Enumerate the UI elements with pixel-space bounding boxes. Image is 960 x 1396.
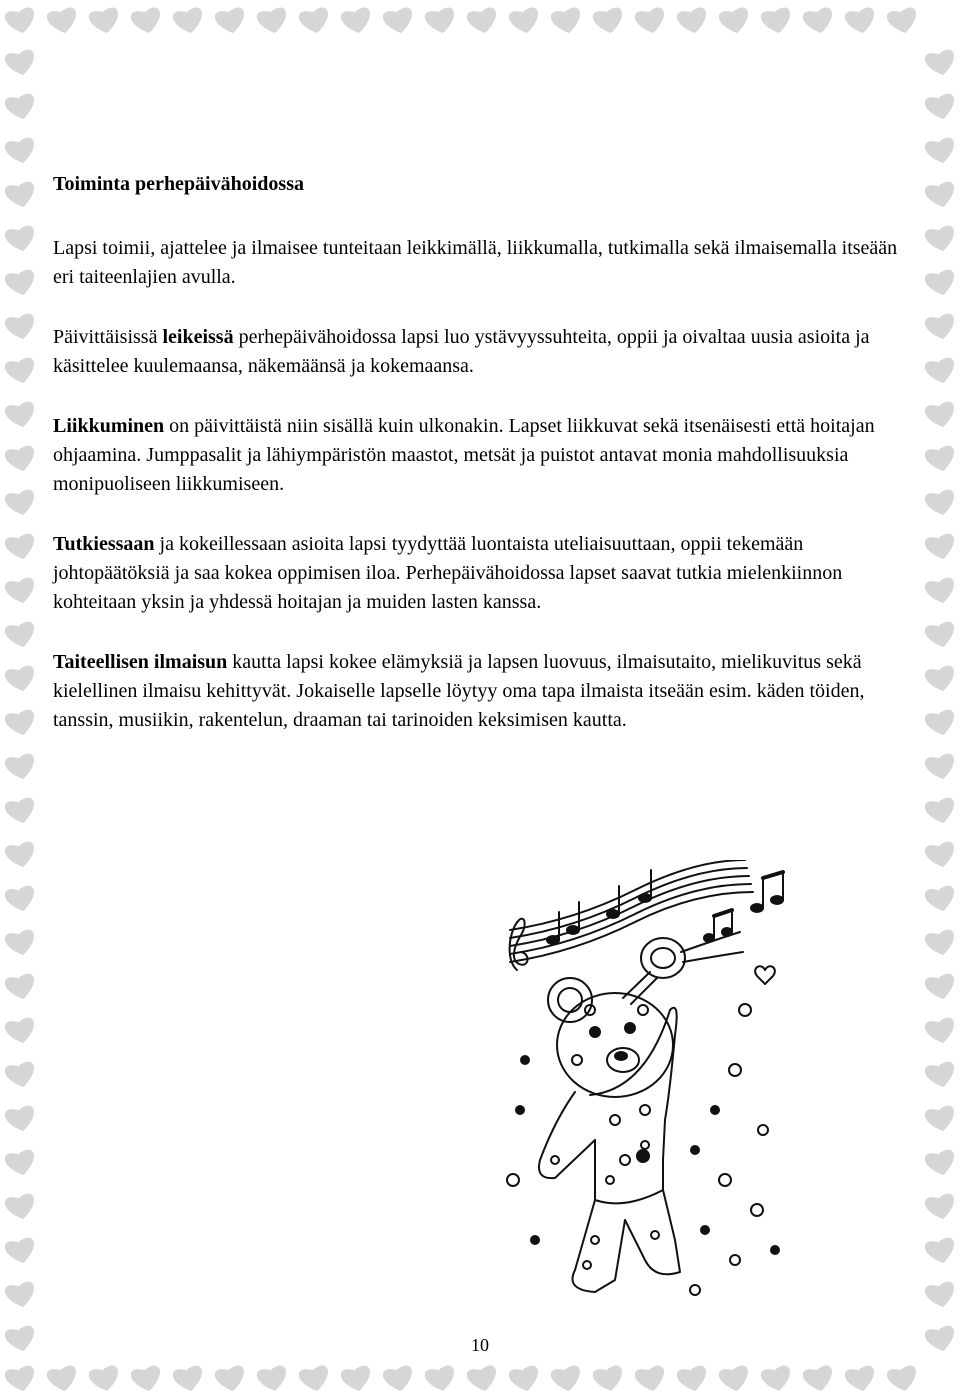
paragraph-text: Lapsi toimii, ajattelee ja ilmaisee tunteitaan leikkimällä, liikkumalla, tutkimalla sekä ilmaisemalla itseään eri taiteenlajien avulla.	[53, 237, 898, 288]
heart-icon	[4, 1364, 38, 1394]
heart-icon	[508, 1364, 542, 1394]
paragraph-keyword: leikeissä	[162, 326, 234, 348]
heart-icon	[4, 356, 38, 386]
heart-icon	[4, 180, 38, 210]
heart-icon	[924, 312, 958, 342]
heart-icon	[88, 1364, 122, 1394]
heart-icon	[4, 1060, 38, 1090]
heart-icon	[924, 400, 958, 430]
heart-icon	[508, 6, 542, 36]
bear-head	[548, 978, 673, 1097]
paragraph-play	[53, 323, 903, 381]
page-number: 10	[471, 1335, 489, 1355]
heart-icon	[4, 1236, 38, 1266]
heart-icon	[924, 136, 958, 166]
heart-icon	[382, 6, 416, 36]
heart-icon	[4, 268, 38, 298]
heart-icon	[924, 620, 958, 650]
heart-icon	[4, 6, 38, 36]
paragraph-exploring	[53, 530, 903, 617]
paragraph-text: ja kokeillessaan asioita lapsi tyydyttää luontaista uteliaisuuttaan, oppii tekemään johtopäätöksiä ja saa kokea oppimisen iloa. Perhepäivähoidossa lapset saavat tutkia mielenkiinnon kohteitaan yksin ja yhdessä hoitajan ja muiden lasten kanssa.	[53, 533, 843, 613]
heart-icon	[924, 1060, 958, 1090]
heart-icon	[466, 6, 500, 36]
heart-icon	[4, 1192, 38, 1222]
heart-icon	[130, 6, 164, 36]
heart-icon	[886, 6, 920, 36]
heart-icon	[298, 1364, 332, 1394]
heart-icon	[924, 708, 958, 738]
heart-icon	[676, 1364, 710, 1394]
music-notes-icon	[704, 872, 783, 984]
heart-icon	[4, 48, 38, 78]
paragraph-text: kautta lapsi kokee elämyksiä ja lapsen luovuus, ilmaisutaito, mielikuvitus sekä kielellinen ilmaisu kehittyvät. Jokaiselle lapselle löytyy oma tapa ilmaista itseään esim. käden töiden, tanssin, musiikin, rakentelun, draaman tai tarinoiden keksimisen kautta.	[53, 651, 865, 731]
heart-icon	[382, 1364, 416, 1394]
heart-icon	[802, 6, 836, 36]
paragraph-keyword: Tutkiessaan	[53, 533, 155, 555]
heart-icon	[886, 1364, 920, 1394]
paragraph-prefix: Päivittäisissä	[53, 326, 163, 348]
document-body	[53, 170, 903, 766]
heart-icon	[924, 1236, 958, 1266]
heart-icon	[4, 796, 38, 826]
heart-icon	[924, 840, 958, 870]
heart-icon	[550, 1364, 584, 1394]
heart-icon	[46, 1364, 80, 1394]
heart-icon	[4, 1148, 38, 1178]
heart-icon	[4, 708, 38, 738]
heart-icon	[214, 6, 248, 36]
heart-icon	[924, 48, 958, 78]
heart-icon	[924, 664, 958, 694]
heart-icon	[4, 312, 38, 342]
heart-icon	[88, 6, 122, 36]
heart-icon	[172, 6, 206, 36]
heart-icon	[4, 840, 38, 870]
paragraph-text: on päivittäistä niin sisällä kuin ulkonakin. Lapset liikkuvat sekä itsenäisesti että hoitajan ohjaamina. Jumppasalit ja lähiympäristön maastot, metsät ja puistot antavat monia mahdollisuuksia monipuoliseen liikkumiseen.	[53, 415, 875, 495]
heart-icon	[676, 6, 710, 36]
heart-icon	[550, 6, 584, 36]
paragraph-text: perhepäivähoidossa lapsi luo ystävyyssuhteita, oppii ja oivaltaa uusia asioita ja käsittelee kuulemaansa, näkemäänsä ja kokemaansa.	[53, 326, 870, 377]
heart-icon	[924, 796, 958, 826]
heart-icon	[4, 1104, 38, 1134]
heart-icon	[340, 6, 374, 36]
heart-icon	[4, 400, 38, 430]
heart-icon	[4, 488, 38, 518]
heart-icon	[924, 224, 958, 254]
heart-icon	[4, 136, 38, 166]
heart-icon	[256, 6, 290, 36]
heart-icon	[130, 1364, 164, 1394]
heart-icon	[634, 1364, 668, 1394]
heart-icon	[4, 664, 38, 694]
paragraph-keyword: Taiteellisen ilmaisun	[53, 651, 228, 673]
heart-icon	[924, 1104, 958, 1134]
heart-icon	[256, 1364, 290, 1394]
page-title: Toiminta perhepäivähoidossa	[53, 173, 304, 195]
heart-icon	[466, 1364, 500, 1394]
heart-icon	[4, 1016, 38, 1046]
heart-icon	[844, 6, 878, 36]
heart-icon	[340, 1364, 374, 1394]
heart-icon	[4, 620, 38, 650]
heart-icon	[924, 488, 958, 518]
heart-icon	[4, 532, 38, 562]
heart-icon	[924, 532, 958, 562]
heart-icon	[924, 268, 958, 298]
heart-icon	[760, 6, 794, 36]
heart-icon	[4, 444, 38, 474]
heart-icon	[4, 576, 38, 606]
heart-icon	[802, 1364, 836, 1394]
heart-icon	[4, 928, 38, 958]
heart-icon	[924, 928, 958, 958]
heart-icon	[844, 1364, 878, 1394]
heart-icon	[592, 6, 626, 36]
heart-icon	[4, 1280, 38, 1310]
teddy-bear-trumpet-icon	[495, 860, 805, 1320]
heart-icon	[424, 1364, 458, 1394]
bear-body	[539, 1008, 680, 1292]
heart-icon	[924, 576, 958, 606]
heart-icon	[214, 1364, 248, 1394]
heart-icon	[718, 1364, 752, 1394]
heart-icon	[760, 1364, 794, 1394]
paragraph-intro	[53, 234, 903, 292]
heart-icon	[924, 444, 958, 474]
heart-icon	[924, 92, 958, 122]
heart-icon	[924, 356, 958, 386]
heart-icon	[4, 92, 38, 122]
heart-icon	[46, 6, 80, 36]
heart-icon	[172, 1364, 206, 1394]
heart-icon	[924, 1280, 958, 1310]
heart-icon	[924, 1016, 958, 1046]
heart-icon	[298, 6, 332, 36]
heart-icon	[924, 1148, 958, 1178]
paragraph-movement	[53, 412, 903, 499]
heart-icon	[634, 6, 668, 36]
heart-icon	[4, 884, 38, 914]
heart-icon	[924, 884, 958, 914]
heart-icon	[924, 972, 958, 1002]
paragraph-art	[53, 648, 903, 735]
heart-icon	[718, 6, 752, 36]
paragraph-keyword: Liikkuminen	[53, 415, 165, 437]
heart-icon	[924, 1192, 958, 1222]
heart-icon	[592, 1364, 626, 1394]
heart-icon	[424, 6, 458, 36]
heart-icon	[924, 180, 958, 210]
heart-icon	[924, 752, 958, 782]
heart-icon	[4, 752, 38, 782]
trumpet-icon	[623, 932, 743, 1004]
heart-icon	[4, 972, 38, 1002]
heart-icon	[4, 224, 38, 254]
